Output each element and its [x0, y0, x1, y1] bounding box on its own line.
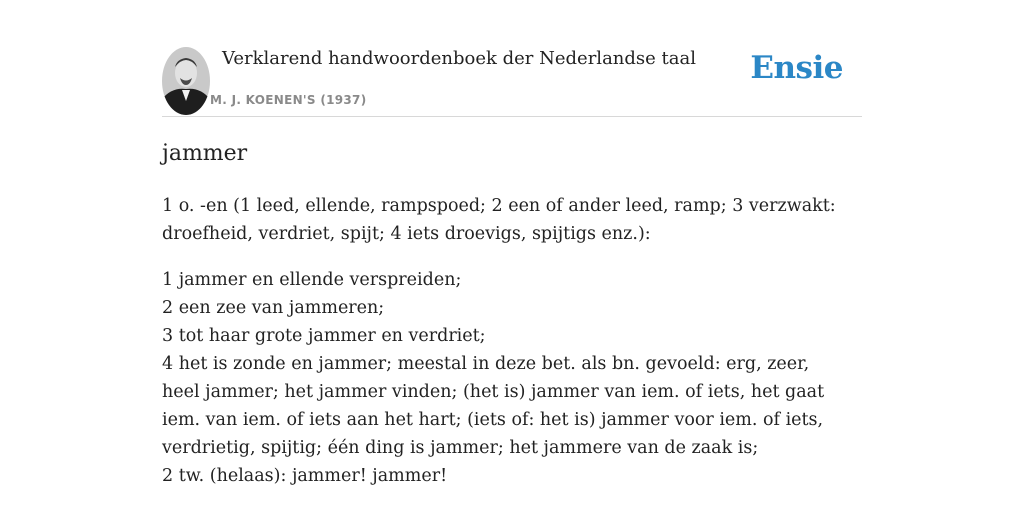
entry-headword: jammer — [162, 141, 248, 166]
dictionary-author: M. J. KOENEN'S (1937) — [210, 93, 367, 107]
author-portrait-icon — [162, 47, 210, 115]
site-logo-link[interactable]: Ensie — [750, 50, 843, 86]
example-line: 4 het is zonde en jammer; meestal in deze bet. als bn. gevoeld: erg, zeer, heel jammer; het jammer vinden; (het is) jammer van iem. of iets, het gaat iem. van iem. of iets aan het hart; (iets of: het is) jammer voor iem. of iets, verdrietig, spijtig; één ding is jammer; het jammere van de zaak is; — [162, 354, 825, 458]
dictionary-header — [162, 46, 862, 117]
entry-definition: 1 o. -en (1 leed, ellende, rampspoed; 2 een of ander leed, ramp; 3 verzwakt: droefheid, verdriet, spijt; 4 iets droevigs, spijtigs enz.): — [162, 196, 836, 244]
example-line: 2 een zee van jammeren; — [162, 298, 385, 318]
example-line: 3 tot haar grote jammer en verdriet; — [162, 326, 486, 346]
example-line: 1 jammer en ellende verspreiden; — [162, 270, 462, 290]
example-line: 2 tw. (helaas): jammer! jammer! — [162, 466, 448, 486]
dictionary-title[interactable]: Verklarend handwoordenboek der Nederlandse taal — [222, 48, 696, 69]
entry-body — [162, 192, 852, 490]
entry-examples — [162, 266, 852, 490]
